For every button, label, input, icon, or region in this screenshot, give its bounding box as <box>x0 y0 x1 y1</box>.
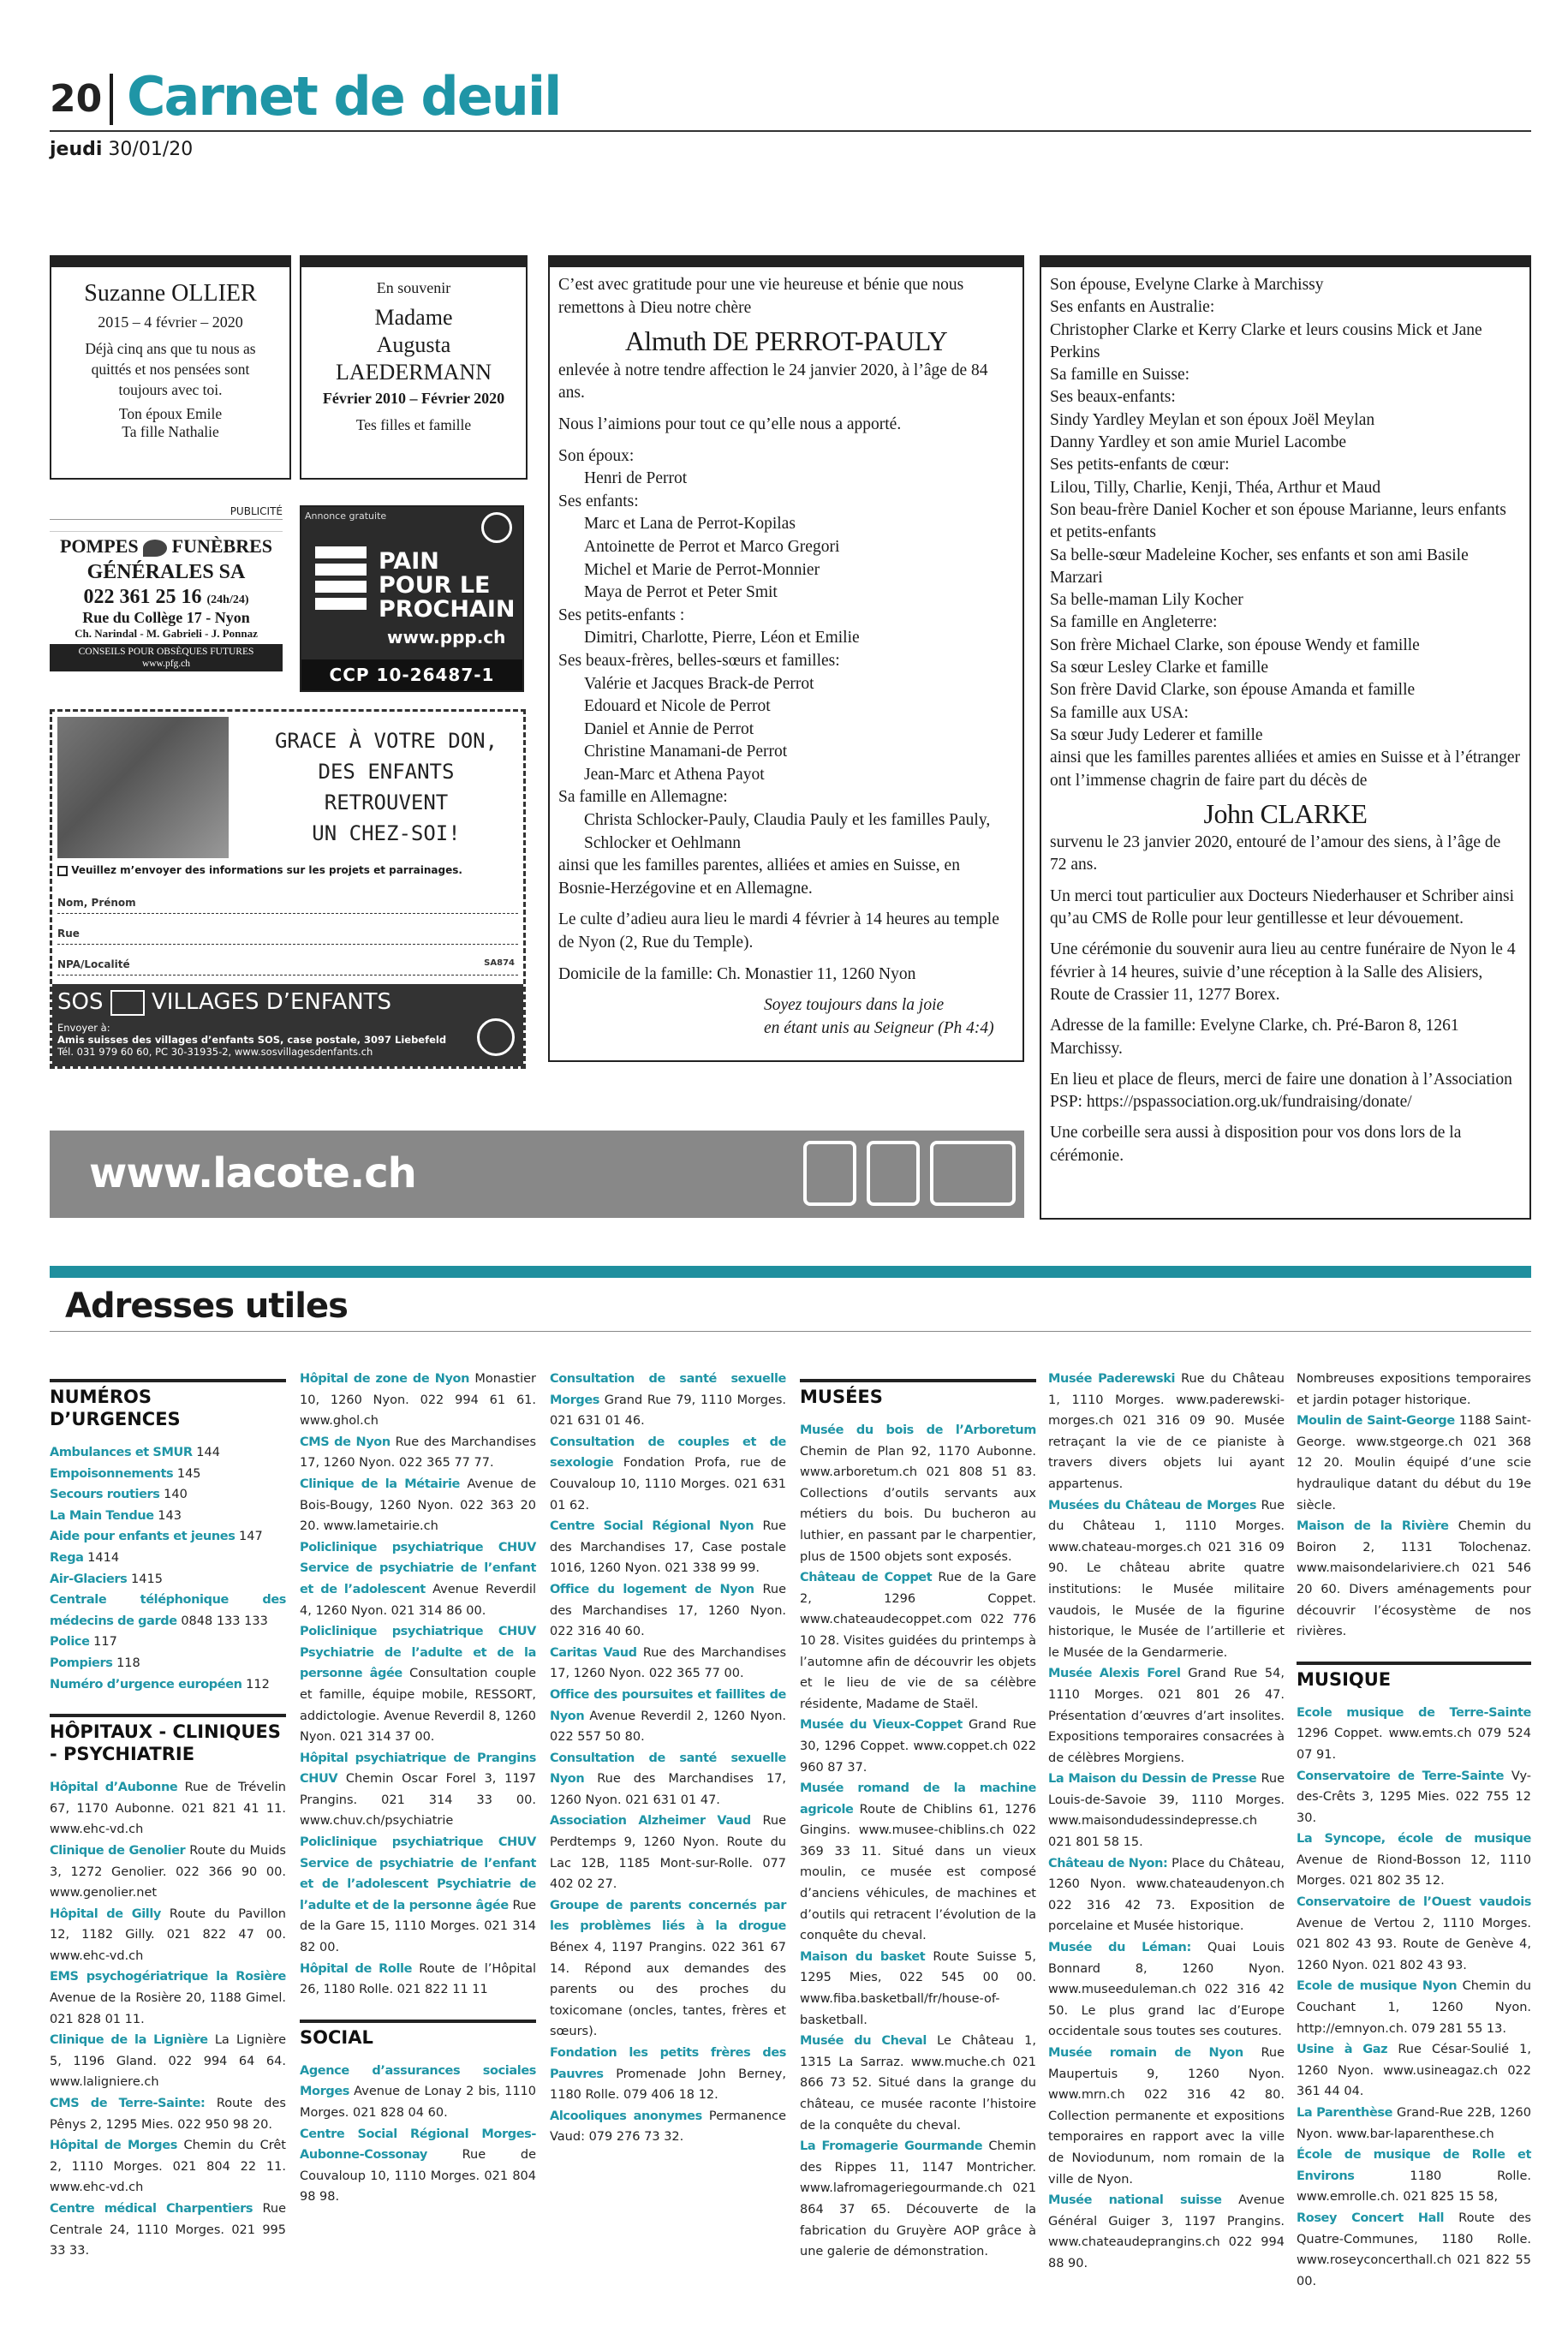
ad-address: Rue du Collège 17 - Nyon <box>82 609 250 626</box>
notice-name: Suzanne OLLIER <box>84 280 257 307</box>
notice-paragraph: Un merci tout particulier aux Docteurs Niederhauser et Schriber ainsi qu’au CMS de Rolle pour leur gentillesse et leur dévouement. <box>1050 886 1515 928</box>
column-heading: NUMÉROS D’URGENCES <box>50 1379 286 1430</box>
family-member: Daniel et Annie de Perrot <box>584 719 754 738</box>
family-line: Sa famille aux USA: <box>1050 703 1189 722</box>
family-line: Son beau-frère Daniel Kocher et son épouse Marianne, leurs enfants et petits-enfants <box>1050 500 1506 542</box>
family-line: Ses petits-enfants de cœur: <box>1050 456 1230 474</box>
family-line: Son épouse, Evelyne Clarke à Marchissy <box>1050 276 1324 294</box>
ad-label: PUBLICITÉ <box>50 505 283 520</box>
address-column: Musée Paderewski Rue du Château 1, 1110 Morges. www.paderewski-morges.ch 021 316 09 90. Musée retraçant la vie de ce pianiste à travers divers objets lui ayant appartenus. Musées du Château de Morges Rue du Château 1, 1110 Morges. www.chateau-morges.ch 021 316 09 90. Le château abrite quatre institutions: le Musée militaire vaudois, le Musée de la figurine historique, le Musée de l’artillerie et le Musée de la Gendarmerie. Musée Alexis Forel Grand Rue 54, 1110 Morges. 021 801 26 47. Présentation d’œuvres d’art insolites. Expositions temporaires consacrées à de célèbres Morgiens. La Maison du Dessin de Presse Rue Louis-de-Savoie 39, 1110 Morges. www.maisondudessindepresse.ch 021 801 58 15. Château de Nyon: Place du Château, 1260 Nyon. www.chateaudenyon.ch 022 316 42 73. Exposition de porcelaine et Musée historique. Musée du Léman: Quai Louis Bonnard 8, 1260 Nyon. www.museeduleman.ch 022 316 42 50. Le plus grand lac d’Europe occidentale sous toutes ses coutures. Musée romain de Nyon Rue Maupertuis 9, 1260 Nyon. www.mrn.ch 022 316 42 80. Collection permanente et expositions temporaires en rapport avec la ville de Noviodunum, nom romain de la ville de Nyon. Musée national suisse Avenue Général Guiger 3, 1197 Prangins. www.chateaudeprangins.ch 022 994 88 90. <box>1048 1372 1285 2270</box>
notice-paragraph: Une cérémonie du souvenir aura lieu au centre funéraire de Nyon le 4 février à 14 heures, suivie d’une réception à la Salle des Alisiers, Route de Crassier 11, 1277 Borex. <box>1050 940 1516 1004</box>
family-line: Son frère Michael Clarke, son épouse Wendy et famille <box>1050 635 1420 654</box>
issue-day: jeudi <box>50 139 103 160</box>
address-column: Consultation de santé sexuelle Morges Grand Rue 79, 1110 Morges. 021 631 01 46. Consultation de couples et de sexologie Fondation Profa, rue de Couvaloup 10, 1110 Morges. 021 631 01 62. Centre Social Régional Nyon Rue des Marchandises 17, Case postale 1016, 1260 Nyon. 021 338 99 99. Office du logement de Nyon Rue des Marchandises 17, 1260 Nyon. 022 316 40 60. Caritas Vaud Rue des Marchandises 17, 1260 Nyon. 022 365 77 00. Office des poursuites et faillites de Nyon Avenue Reverdil 2, 1260 Nyon. 022 557 50 80. Consultation de santé sexuelle Nyon Rue des Marchandises 17, 1260 Nyon. 021 631 01 47. Association Alzheimer Vaud Rue Perdtemps 9, 1260 Nyon. Route du Lac 12B, 1185 Mont-sur-Rolle. 077 402 02 27. Groupe de parents concernés par les problèmes liés à la drogue Bénex 4, 1197 Prangins. 022 361 67 14. Répond aux demandes des parents ou des proches du toxicomane (oncles, tantes, frères et sœurs). Fondation les petits frères des Pauvres Promenade John Berney, 1180 Rolle. 079 406 18 12. Alcooliques anonymes Permanence Vaud: 079 276 73 32. <box>550 1372 786 2145</box>
family-group: Ses petits-enfants : <box>558 606 685 624</box>
ad-contact: Tél. 031 979 60 60, PC 30-31935-2, www.sosvillagesdenfants.ch <box>57 1046 373 1058</box>
family-member: Edouard et Nicole de Perrot <box>584 697 771 716</box>
column-heading: SOCIAL <box>300 2020 536 2049</box>
ad-slogan: DES ENFANTS <box>318 760 455 784</box>
family-line: Sindy Yardley Meylan et son époux Joël Meylan <box>1050 410 1375 429</box>
page-number: 20 <box>50 77 103 121</box>
ad-brand: VILLAGES D’ENFANTS <box>152 989 392 1015</box>
family-line: Sa belle-sœur Madeleine Kocher, ses enfants et son ami Basile Marzari <box>1050 546 1469 587</box>
ad-brand: POMPES <box>59 535 139 557</box>
ad-brand: SOS <box>57 989 104 1015</box>
family-group: Ses enfants: <box>558 492 639 510</box>
family-member: Christa Schlocker-Pauly, Claudia Pauly et les familles Pauly, Schlocker et Oehlmann <box>584 811 991 852</box>
field-label: Rue <box>57 928 80 940</box>
notice-text: Nous l’aimions pour tout ce qu’elle nous a apporté. <box>558 415 902 433</box>
issue-date-value: 30/01/20 <box>108 139 194 160</box>
ppp-emblem-icon <box>315 546 367 615</box>
checkbox[interactable] <box>57 866 68 876</box>
family-group: ainsi que les familles parentes, alliées et amies en Suisse, en Bosnie-Herzégovine et en Allemagne. <box>558 856 960 898</box>
notice-signature: Ta fille Nathalie <box>122 423 219 440</box>
zewo-seal-icon <box>477 1018 515 1056</box>
family-list <box>558 445 1014 901</box>
ad-address: Amis suisses des villages d’enfants SOS, case postale, 3097 Liebefeld <box>57 1034 447 1046</box>
ad-check-label: Veuillez m’envoyer des informations sur les projets et parrainages. <box>71 864 462 876</box>
ad-headline: POUR LE <box>379 572 491 599</box>
ad-names: Ch. Narindal - M. Gabrieli - J. Ponnaz <box>75 627 258 640</box>
notice-intro: C’est avec gratitude pour une vie heureuse et bénie que nous remettons à Dieu notre chère <box>558 276 964 317</box>
ad-send: Envoyer à: <box>57 1022 110 1034</box>
ad-pain-pour-le-prochain <box>300 505 524 692</box>
ad-phone: 022 361 25 16 <box>83 586 202 608</box>
notice-domicile: Domicile de la famille: Ch. Monastier 11, 1260 Nyon <box>558 964 916 983</box>
street-field[interactable] <box>57 914 518 945</box>
ad-ccp: CCP 10-26487-1 <box>301 659 522 690</box>
ad-tag: Annonce gratuite <box>305 510 387 522</box>
section-title: Adresses utiles <box>65 1286 348 1326</box>
children-photo <box>57 717 229 858</box>
family-member: Jean-Marc et Athena Payot <box>584 765 765 784</box>
family-group: Sa famille en Allemagne: <box>558 788 728 807</box>
section-band <box>50 1266 1531 1278</box>
family-line: Ses beaux-enfants: <box>1050 388 1176 407</box>
ad-pompes-funebres <box>50 505 283 692</box>
notice-paragraph: En lieu et place de fleurs, merci de faire une donation à l’Association PSP: https://pspassociation.org.uk/fundraising/donate/ <box>1050 1070 1512 1112</box>
ad-sos-villages <box>50 709 526 1069</box>
notice-intro: En souvenir <box>376 279 451 296</box>
family-line: Ses enfants en Australie: <box>1050 298 1215 317</box>
address-column: Hôpital de zone de Nyon Monastier 10, 1260 Nyon. 022 994 61 61. www.ghol.ch CMS de Nyon Rue des Marchandises 17, 1260 Nyon. 022 365 77 77. Clinique de la Métairie Avenue de Bois-Bougy, 1260 Nyon. 022 363 20 20. www.lametairie.ch Policlinique psychiatrique CHUV Service de psychiatrie de l’enfant et de l’adolescent Avenue Reverdil 4, 1260 Nyon. 021 314 86 00. Policlinique psychiatrique CHUV Psychiatrie de l’adulte et de la personne âgée Consultation couple et famille, équipe mobile, RESSORT, addictologie. Avenue Reverdil 8, 1260 Nyon. 021 314 37 00. Hôpital psychiatrique de Prangins CHUV Chemin Oscar Forel 3, 1197 Prangins. 021 314 33 00. www.chuv.ch/psychiatrie Policlinique psychiatrique CHUV Service de psychiatrie de l’enfant et de l’adolescent Psychiatrie de l’adulte et de la personne âgée Rue de la Gare 15, 1110 Morges. 021 314 82 00. Hôpital de Rolle Route de l’Hôpital 26, 1180 Rolle. 021 822 11 11 SOCIAL Agence d’assurances sociales Morges Avenue de Lonay 2 bis, 1110 Morges. 021 828 04 60. Centre Social Régional Morges-Aubonne-Cossonay Rue de Couvaloup 10, 1110 Morges. 021 804 98 98. <box>300 1372 537 2205</box>
notice-text: Déjà cinq ans que tu nous as quittés et nos pensées sont toujours avec toi. <box>85 340 256 398</box>
dove-icon <box>143 540 167 557</box>
family-member: Dimitri, Charlotte, Pierre, Léon et Emilie <box>584 629 860 647</box>
ad-tagline: CONSEILS POUR OBSÈQUES FUTURES <box>78 647 254 657</box>
notice-laedermann <box>300 255 528 480</box>
notice-paragraph: Une corbeille sera aussi à disposition pour vos dons lors de la cérémonie. <box>1050 1124 1462 1165</box>
family-member: Valérie et Jacques Brack-de Perrot <box>584 674 814 693</box>
family-line: Lilou, Tilly, Charlie, Kenji, Théa, Arthur et Maud <box>1050 478 1381 497</box>
family-line: Sa famille en Suisse: <box>1050 366 1190 385</box>
ad-hours: (24h/24) <box>206 594 249 606</box>
family-line: Danny Yardley et son amie Muriel Lacombe <box>1050 433 1347 452</box>
header-rule <box>50 130 1531 132</box>
family-line: Son frère David Clarke, son épouse Amanda et famille <box>1050 681 1416 700</box>
city-field[interactable] <box>57 945 518 976</box>
notice-details <box>1050 832 1521 1167</box>
column-heading: HÔPITAUX - CLINIQUES - PSYCHIATRIE <box>50 1714 286 1765</box>
notice-verse: Soyez toujours dans la joie <box>764 996 945 1015</box>
laptop-icon <box>930 1141 1016 1206</box>
notice-de-perrot <box>548 255 1024 1062</box>
family-member: Antoinette de Perrot et Marco Gregori <box>584 537 840 556</box>
ad-slogan: GRACE À VOTRE DON, <box>274 729 498 753</box>
family-group: Ses beaux-frères, belles-sœurs et familles: <box>558 651 840 670</box>
newspaper-icon <box>867 1141 920 1206</box>
ad-lacote <box>50 1131 1024 1218</box>
notice-name: Augusta <box>376 332 451 357</box>
family-member: Christine Manamani-de Perrot <box>584 743 788 761</box>
ad-url: www.pfg.ch <box>141 659 191 669</box>
ad-slogan: RETROUVENT <box>324 791 449 814</box>
ad-slogan: UN CHEZ-SOI! <box>312 821 461 845</box>
field-label: Nom, Prénom <box>57 897 136 909</box>
address-column: MUSÉES Musée du bois de l’Arboretum Chemin de Plan 92, 1170 Aubonne. www.arboretum.ch 021 808 51 83. Collections d’outils servants aux métiers du bois. Du bucheron au luthier, en passant par le charpentier, plus de 1500 objets sont exposés. Château de Coppet Rue de la Gare 2, 1296 Coppet. www.chateaudecoppet.com 022 776 10 28. Visites guidées du printemps à l’automne afin de découvrir les objets et le lieu de vie de sa célèbre résidente, Madame de Staël. Musée du Vieux-Coppet Grand Rue 30, 1296 Coppet. www.coppet.ch 022 960 87 37. Musée romand de la machine agricole Route de Chiblins 61, 1276 Gingins. www.musee-chiblins.ch 022 369 33 11. Situé dans un vieux moulin, ce musée est composé d’anciens véhicules, de machines et d’outils qui retracent l’évolution de la conquête du cheval. Maison du basket Route Suisse 5, 1295 Mies, 022 545 00 00. www.fiba.basketball/fr/house-of-basketball. Musée du Cheval Le Château 1, 1315 La Sarraz. www.muche.ch 021 866 73 52. Situé dans la grange du château, ce musée raconte l’histoire de la conquête du cheval. La Fromagerie Gourmande Chemin des Rippes 11, 1147 Montricher. www.lafromageriegourmande.ch 021 864 37 65. Découverte de la fabrication du Gruyère AOP grâce à une galerie de démonstration. <box>800 1369 1036 2263</box>
column-heading: MUSIQUE <box>1297 1662 1531 1691</box>
notice-signature: Ton époux Emile <box>118 405 223 422</box>
field-label: NPA/Localité <box>57 958 130 970</box>
family-list <box>1050 274 1521 792</box>
ppp-logo-icon <box>481 512 512 543</box>
family-line: Christopher Clarke et Kerry Clarke et leurs cousins Mick et Jane Perkins <box>1050 320 1482 361</box>
notice-clarke <box>1040 255 1531 1220</box>
notice-dates: 2015 – 4 février – 2020 <box>98 313 243 331</box>
family-member: Maya de Perrot et Peter Smit <box>584 583 778 602</box>
sos-logo-icon <box>110 990 145 1016</box>
family-group: Son époux: <box>558 446 635 465</box>
notice-dates: Février 2010 – Février 2020 <box>322 390 505 407</box>
notice-death: enlevée à notre tendre affection le 24 janvier 2020, à l’âge de 84 ans. <box>558 361 988 403</box>
section-rule <box>50 1331 1531 1332</box>
ad-brand: FUNÈBRES <box>171 535 273 557</box>
ad-url: www.ppp.ch <box>387 627 506 647</box>
notice-paragraph: survenu le 23 janvier 2020, entouré de l’amour des siens, à l’âge de 72 ans. <box>1050 833 1501 874</box>
family-line: Sa famille en Angleterre: <box>1050 613 1218 632</box>
family-member: Marc et Lana de Perrot-Kopilas <box>584 515 796 534</box>
family-member: Michel et Marie de Perrot-Monnier <box>584 560 820 579</box>
address-column: Nombreuses expositions temporaires et jardin potager historique. Moulin de Saint-George 1188 Saint-George. www.stgeorge.ch 021 368 12 20. Moulin équipé d’une scie hydraulique datant du début du 19e siècle. Maison de la Rivière Chemin du Boiron 2, 1131 Tolochenaz. www.maisondelariviere.ch 021 546 20 60. Divers aménagements pour découvrir l’écosystème de nos rivières. MUSIQUE Ecole musique de Terre-Sainte 1296 Coppet. www.emts.ch 079 524 07 91. Conservatoire de Terre-Sainte Vy-des-Crêts 3, 1295 Mies. 022 755 12 30. La Syncope, école de musique Avenue de Riond-Bosson 12, 1110 Morges. 021 802 35 12. Conservatoire de l’Ouest vaudois Avenue de Vertou 2, 1110 Morges. 021 802 43 93. Route de Genève 4, 1260 Nyon. 021 802 43 93. Ecole de musique Nyon Chemin du Couchant 1, 1260 Nyon. http://emnyon.ch. 079 281 55 13. Usine à Gaz Rue César-Soulié 1, 1260 Nyon. www.usineagaz.ch 022 361 44 04. La Parenthèse Grand-Rue 22B, 1260 Nyon. www.bar-laparenthese.ch École de musique de Rolle et Environs 1180 Rolle. www.emrolle.ch. 021 825 15 58, Rosey Concert Hall Route des Quatre-Communes, 1180 Rolle. www.roseyconcerthall.ch 021 822 55 00. <box>1297 1372 1531 2288</box>
notice-name: Almuth DE PERROT-PAULY <box>624 325 948 357</box>
notice-name: Madame <box>374 305 453 330</box>
notice-name: LAEDERMANN <box>336 360 492 385</box>
ad-url[interactable]: www.lacote.ch <box>89 1149 416 1197</box>
ad-headline: PAIN <box>379 548 439 575</box>
notice-ollier <box>50 255 291 480</box>
family-line: Sa sœur Judy Lederer et famille <box>1050 725 1263 744</box>
header-divider <box>110 74 113 125</box>
ad-code: SA874 <box>484 958 515 968</box>
page-title: Carnet de deuil <box>127 65 561 128</box>
page-header <box>50 65 1531 160</box>
tablet-icon <box>803 1141 856 1206</box>
family-line: Sa belle-maman Lily Kocher <box>1050 591 1243 610</box>
name-field[interactable] <box>57 883 518 914</box>
ad-brand: GÉNÉRALES SA <box>86 561 246 583</box>
column-heading: MUSÉES <box>800 1379 1036 1408</box>
notice-verse: en étant unis au Seigneur (Ph 4:4) <box>764 1018 994 1037</box>
notice-name: John CLARKE <box>1203 797 1368 829</box>
family-member: Henri de Perrot <box>584 469 688 488</box>
address-column: NUMÉROS D’URGENCES Ambulances et SMUR 144 Empoisonnements 145 Secours routiers 140 La Main Tendue 143 Aide pour enfants et jeunes 147 Rega 1414 Air-Glaciers 1415 Centrale téléphonique des médecins de garde 0848 133 133 Police 117 Pompiers 118 Numéro d’urgence européen 112 HÔPITAUX - CLINIQUES - PSYCHIATRIE Hôpital d’Aubonne Rue de Trévelin 67, 1170 Aubonne. 021 821 41 11. www.ehc-vd.ch Clinique de Genolier Route du Muids 3, 1272 Genolier. 022 366 90 00. www.genolier.net Hôpital de Gilly Route du Pavillon 12, 1182 Gilly. 021 822 47 00. www.ehc-vd.ch EMS psychogériatrique la Rosière Avenue de la Rosière 20, 1188 Gimel. 021 828 01 11. Clinique de la Lignière La Lignière 5, 1196 Gland. 022 994 64 64. www.laligniere.ch CMS de Terre-Sainte: Route des Pênys 2, 1295 Mies. 022 950 98 20. Hôpital de Morges Chemin du Crêt 2, 1110 Morges. 021 804 22 11. www.ehc-vd.ch Centre médical Charpentiers Rue Centrale 24, 1110 Morges. 021 995 33 33. <box>50 1369 286 2262</box>
notice-ceremony: Le culte d’adieu aura lieu le mardi 4 février à 14 heures au temple de Nyon (2, Rue du Temple). <box>558 910 999 952</box>
issue-date <box>50 139 193 160</box>
notice-paragraph: Adresse de la famille: Evelyne Clarke, ch. Pré-Baron 8, 1261 Marchissy. <box>1050 1017 1459 1058</box>
family-line: ainsi que les familles parentes alliées et amies en Suisse et à l’étranger ont l’immense chagrin de faire part du décès de <box>1050 749 1521 790</box>
ad-headline: PROCHAIN <box>379 596 516 623</box>
notice-signature: Tes filles et famille <box>355 416 472 433</box>
family-line: Sa sœur Lesley Clarke et famille <box>1050 659 1269 677</box>
